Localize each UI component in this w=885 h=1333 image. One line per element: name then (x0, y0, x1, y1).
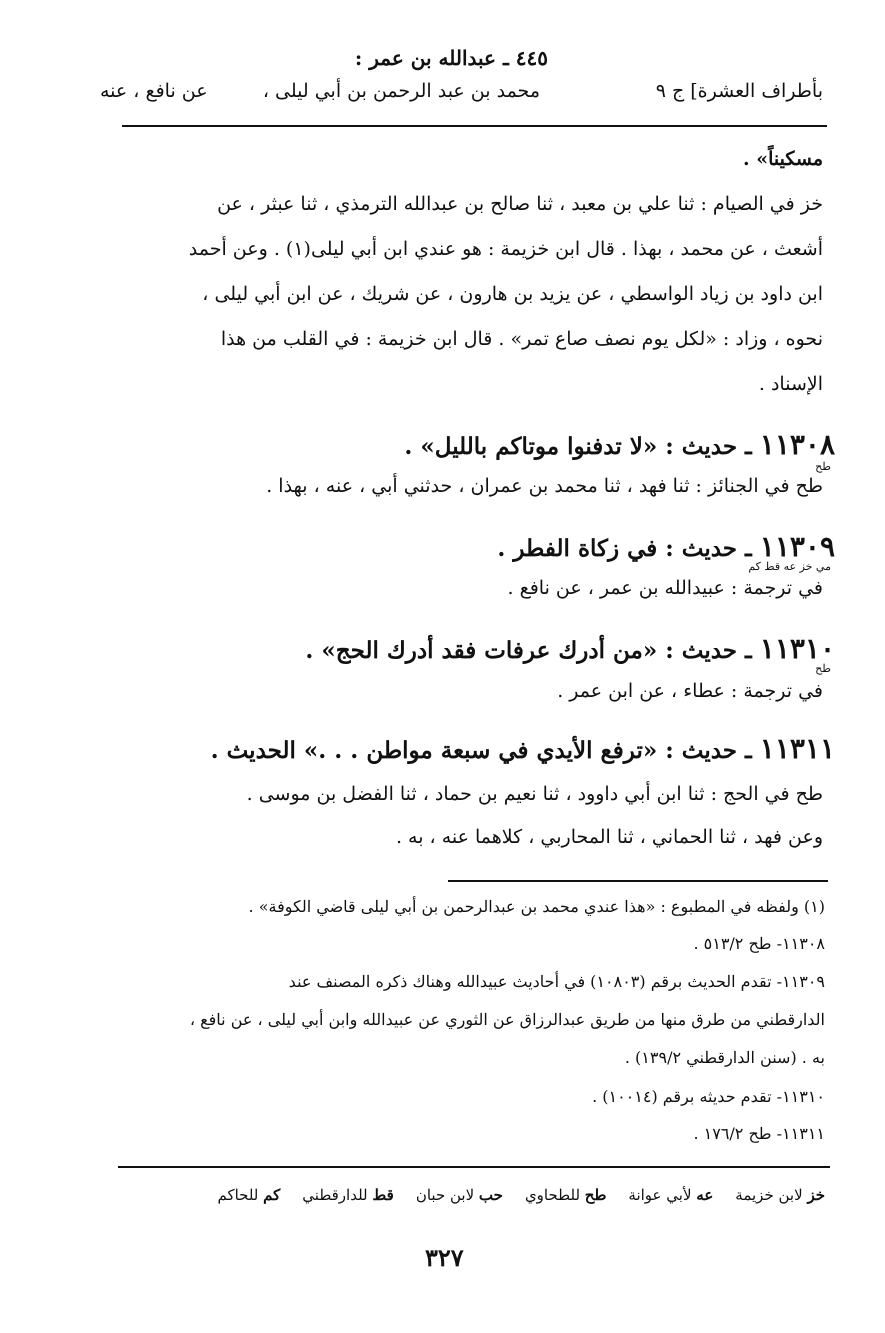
hadith-number: ١١٣٠٨ (759, 428, 835, 461)
section-title: ٤٤٥ ـ عبدالله بن عمر : (354, 46, 548, 70)
footnote: ١١٣١١- طح ١٧٦/٢ . (693, 1124, 825, 1143)
footnote-rule (448, 880, 828, 882)
page-number: ٣٢٧ (425, 1243, 464, 1272)
source-siglum: طح (815, 460, 831, 473)
body-line-4: ابن داود بن زياد الواسطي ، عن يزيد بن هارون ، عن شريك ، عن ابن أبي ليلى ، (202, 283, 823, 305)
hadith-heading (497, 530, 835, 563)
hadith-heading (305, 632, 835, 665)
footnote: ١١٣١٠- تقدم حديثه برقم (١٠٠١٤) . (592, 1087, 825, 1106)
hadith-number: ١١٣٠٩ (759, 530, 835, 563)
key-item: حب لابن حبان (415, 1186, 503, 1204)
footnote: الدارقطني من طرق منها من طريق عبدالرزاق عن الثوري عن عبيدالله وابن أبي ليلى ، عن نافع ، (189, 1010, 825, 1029)
body-line-3: أشعث ، عن محمد ، بهذا . قال ابن خزيمة : هو عندي ابن أبي ليلى(١) . وعن أحمد (188, 238, 823, 260)
hadith-text: ـ حديث : في زكاة الفطر . (497, 535, 752, 562)
hadith-heading (404, 428, 835, 461)
footnote: ١١٣٠٩- تقدم الحديث برقم (١٠٨٠٣) في أحاديث عبيدالله وهناك ذكره المصنف عند (288, 972, 825, 991)
body-line-6: الإسناد . (758, 373, 823, 395)
body-line-2: خز في الصيام : ثنا علي بن معبد ، ثنا صالح بن عبدالله الترمذي ، ثنا عبثر ، عن (217, 193, 823, 215)
header-rule (122, 125, 827, 127)
key-item: قط للدارقطني (302, 1186, 394, 1204)
hadith-text: ـ حديث : «ترفع الأيدي في سبعة مواطن . . .» الحديث . (210, 737, 752, 764)
source-siglum: طح (815, 662, 831, 675)
hadith-text: ـ حديث : «لا تدفنوا موتاكم بالليل» . (404, 433, 752, 460)
hadith-text: ـ حديث : «من أدرك عرفات فقد أدرك الحج» . (305, 637, 752, 664)
chain-heading: محمد بن عبد الرحمن بن أبي ليلى ، (262, 80, 540, 102)
hadith-source-line: طح في الجنائز : ثنا فهد ، ثنا محمد بن عمران ، حدثني أبي ، عنه ، بهذا . (266, 475, 823, 497)
hadith-heading (211, 732, 835, 765)
body-line-5: نحوه ، وزاد : «لكل يوم نصف صاع تمر» . قال ابن خزيمة : في القلب من هذا (220, 328, 823, 350)
hadith-number: ١١٣١٠ (759, 632, 835, 665)
hadith-number: ١١٣١١ (759, 732, 835, 765)
hadith-source-line: في ترجمة : عطاء ، عن ابن عمر . (557, 680, 823, 702)
key-item: طح للطحاوي (524, 1186, 607, 1204)
hadith-source-line: وعن فهد ، ثنا الحماني ، ثنا المحاربي ، كلاهما عنه ، به . (395, 826, 823, 848)
key-item: كم للحاكم (217, 1186, 281, 1204)
key-item: عه لأبي عوانة (628, 1186, 714, 1204)
chain-heading-tail: عن نافع ، عنه (100, 80, 208, 102)
hadith-source-line: في ترجمة : عبيدالله بن عمر ، عن نافع . (507, 577, 823, 599)
footnote: ١١٣٠٨- طح ٥١٣/٢ . (693, 934, 825, 953)
book-title: بأطراف العشرة] ج ٩ (655, 80, 823, 102)
source-siglum: مي خز عه قط كم (748, 560, 831, 573)
key-rule (118, 1166, 830, 1168)
footnote: به . (سنن الدارقطني ١٣٩/٢) . (624, 1048, 825, 1067)
abbreviation-key (217, 1186, 825, 1204)
key-item: خز لابن خزيمة (735, 1186, 825, 1204)
hadith-source-line: طح في الحج : ثنا ابن أبي داوود ، ثنا نعيم بن حماد ، ثنا الفضل بن موسى . (246, 783, 823, 805)
footnote: (١) ولفظه في المطبوع : «هذا عندي محمد بن عبدالرحمن بن أبي ليلى قاضي الكوفة» . (248, 897, 825, 916)
body-line-1: مسكيناً» . (743, 148, 823, 170)
